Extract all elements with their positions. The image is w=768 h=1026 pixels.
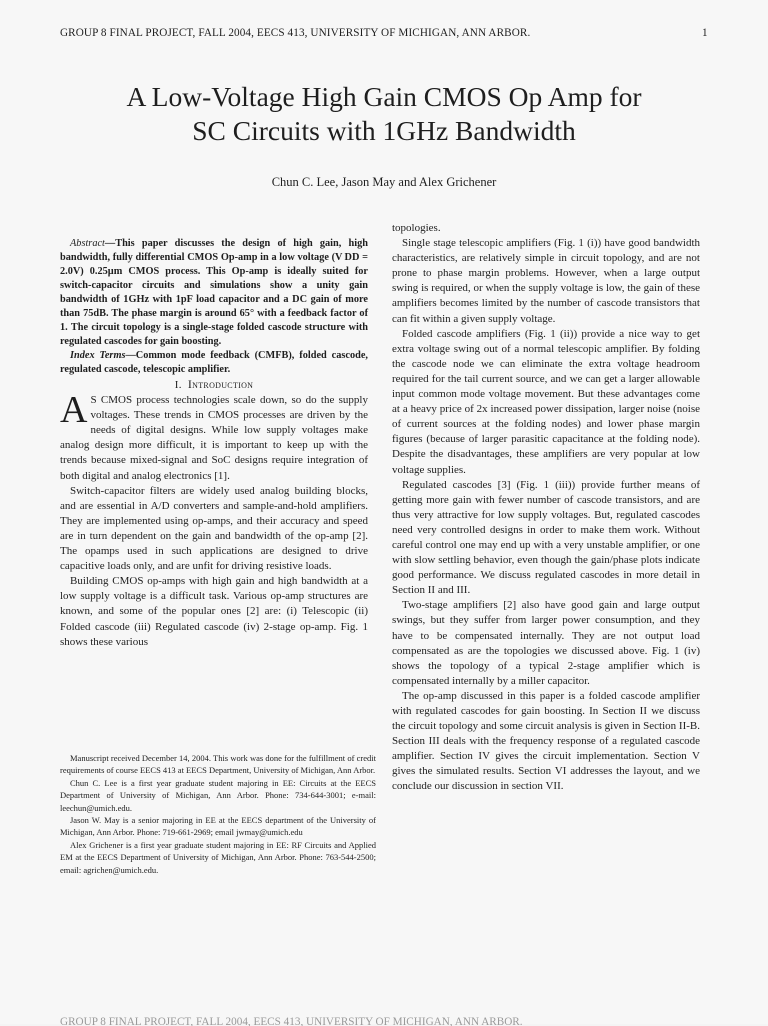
paragraph-regulated-cascode: Regulated cascodes [3] (Fig. 1 (iii)) provide further means of getting more gain with fewer number of cascode transistors, and are thus very attractive for low supply voltages. But, regulated cascodes need very controlled designs in order to make them work. Without careful control one may end up with a very unstable amplifier, or one with slow settling behavior, even though the gain/phase plots indicate good performance. We discuss regulated cascodes in more detail in Section II and III. xyxy=(392,478,700,597)
footnote: Alex Grichener is a first year graduate student majoring in EE: RF Circuits and Applied EM at the EECS Department of University of Michigan, Ann Arbor. Phone: 763-544-2500; email: agrichen@umich.edu. xyxy=(60,839,376,875)
index-terms xyxy=(60,349,368,377)
section-number: I. xyxy=(174,379,182,391)
footnote: Chun C. Lee is a first year graduate student majoring in EE: Circuits at the EECS Department of University of Michigan, Ann Arbor. Phone: 734-644-3001; e-mail: leechun@umich.edu. xyxy=(60,777,376,813)
section-heading-introduction xyxy=(60,377,368,393)
paragraph-continuation: topologies. xyxy=(392,222,441,234)
abstract-label: Abstract xyxy=(70,238,105,249)
author-list: Chun C. Lee, Jason May and Alex Grichener xyxy=(271,175,497,189)
abstract xyxy=(60,237,368,349)
paragraph-folded-cascode: Folded cascode amplifiers (Fig. 1 (ii)) provide a nice way to get extra voltage swing out of a normal telescopic amplifier. By folding the cascode node we can eliminate the extra voltage headroom required for the tail current source, and we can get a larger allowable input common mode voltage movement. But these advantages come at a heavy price of 2x increased power dissipation, larger noise (noise of current sources at the folding nodes) and lower phase margin figures (because of larger parasitic capacitance at the folding node). Despite the disadvantages, these amplifiers are very popular at low voltage supplies. xyxy=(392,327,700,476)
drop-cap: A xyxy=(60,389,88,432)
intro-paragraph-1-text: S CMOS process technologies scale down, so do the supply voltages. These trends in CMOS processes are driven by the needs of digital designs. While low supply voltages make analog design more difficult, it is important to keep up with the trends because mixed-signal and SoC designs require integration of both digital and analog electronics [1]. xyxy=(60,394,368,482)
paragraph-paper-outline: The op-amp discussed in this paper is a folded cascode amplifier with regulated cascodes for gain boosting. In Section II we discuss the circuit topology and some circuit analysis is given in Section II-B. Section III deals with the frequency response of a regulated cascode amplifier. Section IV gives the circuit implementation. Section V gives the simulated results. Section VI addresses the layout, and we conclude our discussion in section VII. xyxy=(392,689,700,793)
abstract-text: —This paper discusses the design of high gain, high bandwidth, fully differential CMOS Op-amp in a low voltage (V DD = 2.0V) 0.25µm CMOS process. This Op-amp is ideally suited for switch-capacitor circuits and simulations show a unity gain bandwidth of 1GHz with 1pF load capacitor and a DC gain of more than 75dB. The phase margin is around 65° with a feedback factor of 1. The circuit topology is a single-stage folded cascode structure with regulated cascodes for gain boosting. xyxy=(60,238,368,347)
footnote: Jason W. May is a senior majoring in EE at the EECS department of the University of Michigan, Ann Arbor. Phone: 719-661-2969; email jwmay@umich.edu xyxy=(60,815,376,838)
footnote: Manuscript received December 14, 2004. This work was done for the fulfillment of credit requirements of course EECS 413 at EECS Department, University of Michigan, Ann Arbor. xyxy=(60,753,376,776)
title-line-2: SC Circuits with 1GHz Bandwidth xyxy=(192,115,576,146)
title-line-1: A Low-Voltage High Gain CMOS Op Amp for xyxy=(126,81,642,112)
paragraph-two-stage: Two-stage amplifiers [2] also have good gain and large output swings, but they suffer from larger power consumption, and they have to be compensated internally. They are not output load compensated as are the topologies we discussed above. Fig. 1 (iv) shows the topology of a typical 2-stage amplifier which is compensated internally by a miller capacitor. xyxy=(392,599,700,687)
section-title: Introduction xyxy=(187,377,254,391)
intro-paragraph-2: Switch-capacitor filters are widely used analog building blocks, and are essential in A/D converters and sample-and-hold amplifiers. They are implemented using op-amps, and their accuracy and speed are in turn dependent on the gain and bandwidth of the op-amp [2]. The opamps used in such applications are designed to drive capacitive loads only, and are unfit for driving resistive loads. xyxy=(60,484,368,573)
index-terms-text: —Common mode feedback (CMFB), folded cascode, regulated cascode, telescopic amplifier. xyxy=(60,350,368,375)
paragraph-telescopic: Single stage telescopic amplifiers (Fig. 1 (i)) have good bandwidth characteristics, are relatively simple in circuit topology, and are not prone to phase margin problems. However, when a large output swing is required, or when the supply voltage is low, the gain of these amplifiers becomes limited by the number of cascode transistors that can fit within a given supply voltage. xyxy=(392,237,700,325)
next-page-running-head-fragment: GROUP 8 FINAL PROJECT, FALL 2004, EECS 413, UNIVERSITY OF MICHIGAN, ANN ARBOR. xyxy=(60,1016,523,1026)
footnotes xyxy=(60,752,376,876)
intro-paragraph-3: Building CMOS op-amps with high gain and high bandwidth at a low supply voltage is a difficult task. Various op-amp structures are known, and some of the popular ones [2] are: (i) Telescopic (ii) Folded cascode (iii) Regulated cascode (iv) 2-stage op-amp. Fig. 1 shows these various xyxy=(60,575,368,648)
page-number: 1 xyxy=(702,27,708,39)
left-column xyxy=(60,237,368,650)
right-column xyxy=(392,221,700,795)
intro-paragraph-1 xyxy=(60,389,368,484)
paper-title xyxy=(40,80,728,148)
index-terms-label: Index Terms xyxy=(70,350,126,361)
running-head: GROUP 8 FINAL PROJECT, FALL 2004, EECS 413, UNIVERSITY OF MICHIGAN, ANN ARBOR. xyxy=(60,27,531,39)
